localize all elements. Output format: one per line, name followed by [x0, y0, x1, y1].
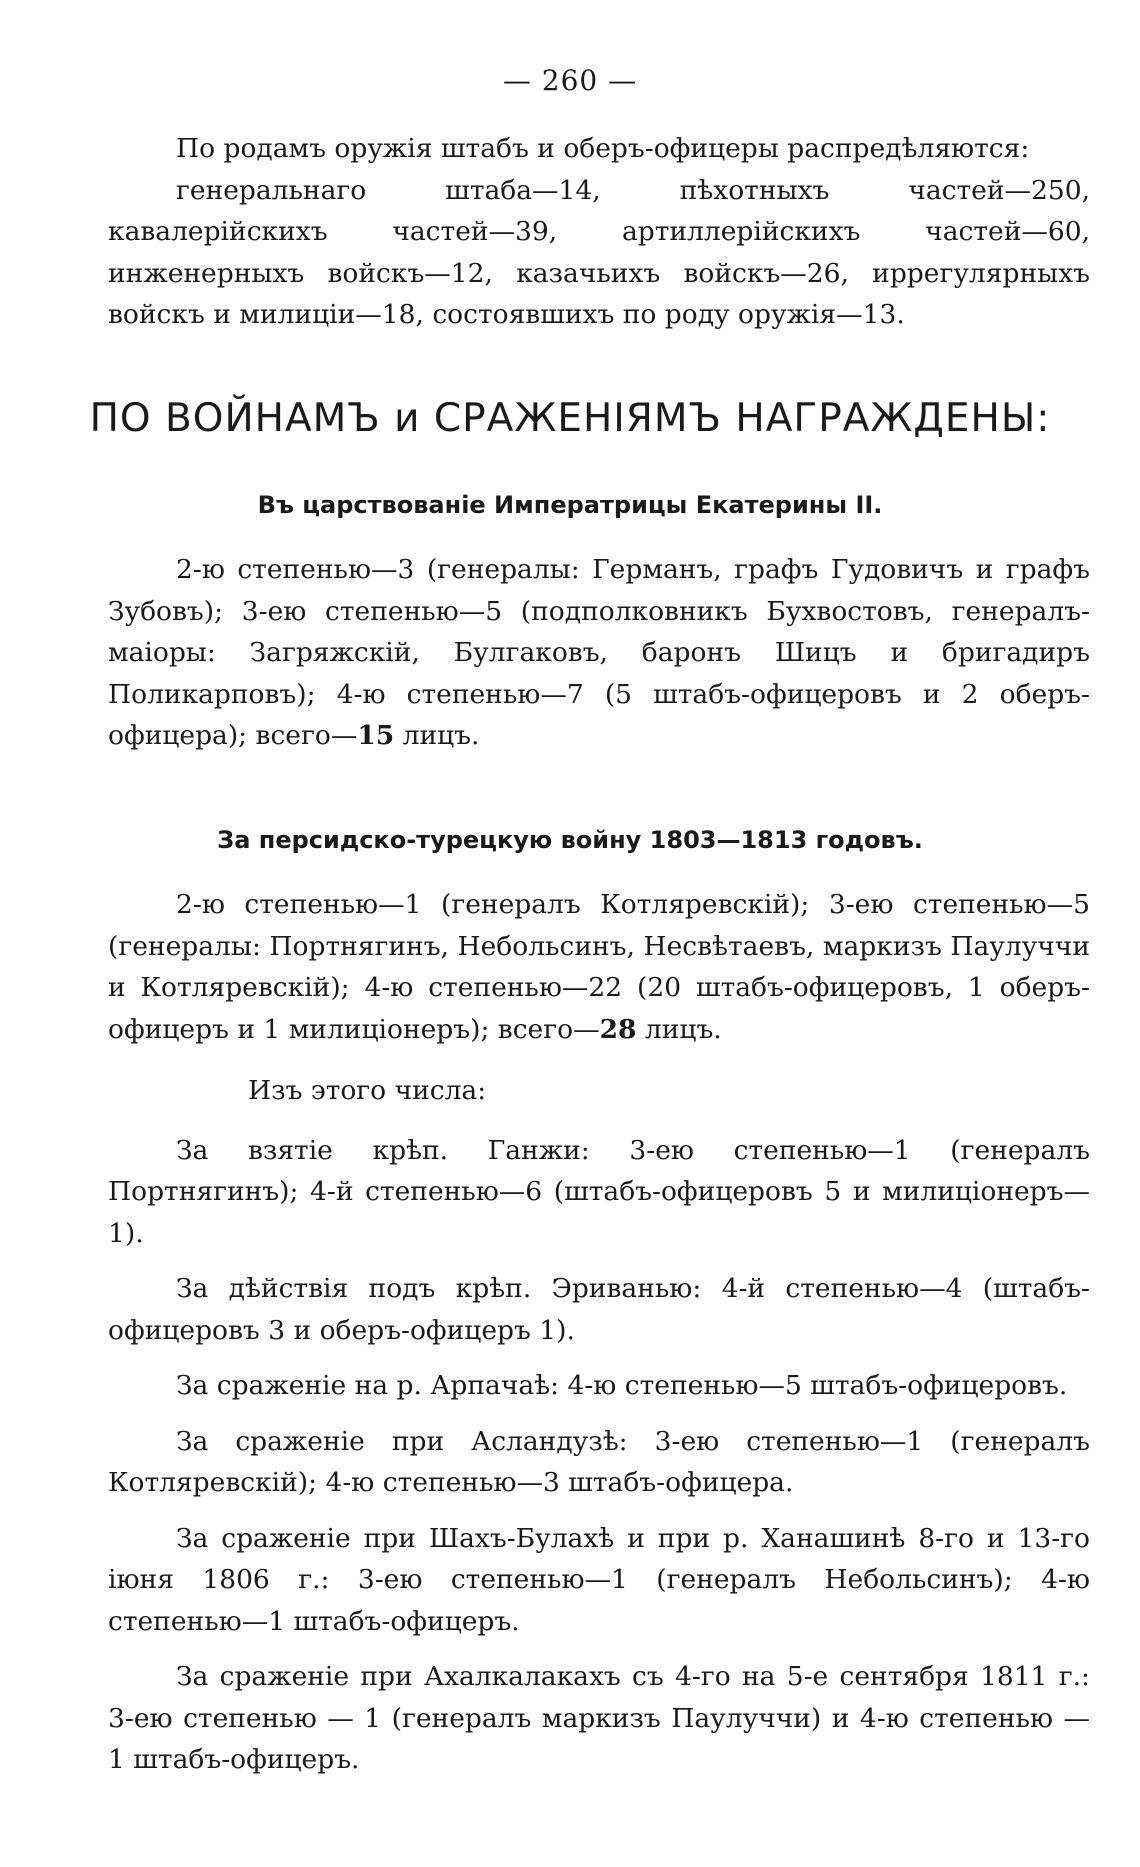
catherine-text: 2-ю степенью—3 (генералы: Германъ, графъ Гудовичъ и графъ Зубовъ); 3-ею степенью—5 (подполковникъ Бухвостовъ, генералъ-маіоры: Загряжскій, Булгаковъ, баронъ Шицъ и бригадиръ Поликарповъ); 4-ю степенью—7 (5 штабъ-офицеровъ и 2 оберъ-офицера); всего— [108, 554, 1090, 751]
persian-war-text-end: лицъ. [636, 1013, 722, 1045]
list-item: За сраженіе при Асландузѣ: 3-ею степенью—1 (генералъ Котляревскій); 4-ю степенью—3 штабъ-офицера. [108, 1425, 1090, 1498]
page-number: — 260 — [502, 64, 638, 97]
persian-war-paragraph [108, 884, 1090, 1050]
persian-war-details [108, 1070, 1090, 1781]
intro-line: По родамъ оружія штабъ и оберъ-офицеры распредѣляются: [176, 133, 1030, 164]
catherine-total: 15 [357, 720, 395, 751]
list-item: За сраженіе при Ахалкалакахъ съ 4-го на 5-е сентября 1811 г.: 3-ею степенью — 1 (генералъ маркизъ Паулуччи) и 4-ю степенью — 1 штабъ-офицеръ. [108, 1661, 1090, 1775]
list-item: За сраженіе на р. Арпачаѣ: 4-ю степенью—5 штабъ-офицеровъ. [176, 1370, 1068, 1401]
catherine-text-end: лицъ. [394, 720, 480, 751]
persian-war-title: За персидско-турецкую войну 1803—1813 годовъ. [217, 826, 923, 854]
list-item: За дѣйствія подъ крѣп. Эриванью: 4-й степенью—4 (штабъ-офицеровъ 3 и оберъ-офицеръ 1). [108, 1273, 1090, 1346]
catherine-title: Въ царствованіе Императрицы Екатерины II. [257, 491, 883, 519]
list-item: За взятіе крѣп. Ганжи: 3-ею степенью—1 (генералъ Портнягинъ); 4-й степенью—6 (штабъ-офицеровъ 5 и милиціонеръ—1). [108, 1134, 1090, 1249]
persian-war-total: 28 [599, 1013, 637, 1045]
intro-paragraph: генеральнаго штаба—14, пѣхотныхъ частей—250, кавалерійскихъ частей—39, артиллерійскихъ частей—60, инженерныхъ войскъ—12, казачьихъ войскъ—26, иррегулярныхъ войскъ и милиціи—18, состоявшихъ по роду оружія—13. [108, 174, 1090, 330]
catherine-paragraph [108, 549, 1090, 757]
list-item: За сраженіе при Шахъ-Булахѣ и при р. Ханашинѣ 8-го и 13-го іюня 1806 г.: 3-ею степенью—1 (генералъ Небольсинъ); 4-ю степенью—1 штабъ-офицеръ. [108, 1522, 1090, 1637]
section-title: ПО ВОЙНАМЪ и СРАЖЕНІЯМЪ НАГРАЖДЕНЫ: [89, 396, 1051, 441]
persian-war-text: 2-ю степенью—1 (генералъ Котляревскій); 3-ею степенью—5 (генералы: Портнягинъ, Небольсинъ, Несвѣтаевъ, маркизъ Паулуччи и Котляревскій); 4-ю степенью—22 (20 штабъ-офицеровъ, 1 оберъ-офицеръ и 1 милиціонеръ); всего— [108, 889, 1090, 1045]
persian-war-subintro: Изъ этого числа: [248, 1075, 487, 1106]
persian-war-block [108, 884, 1090, 1050]
intro-block [108, 128, 1090, 336]
catherine-block [108, 549, 1090, 757]
